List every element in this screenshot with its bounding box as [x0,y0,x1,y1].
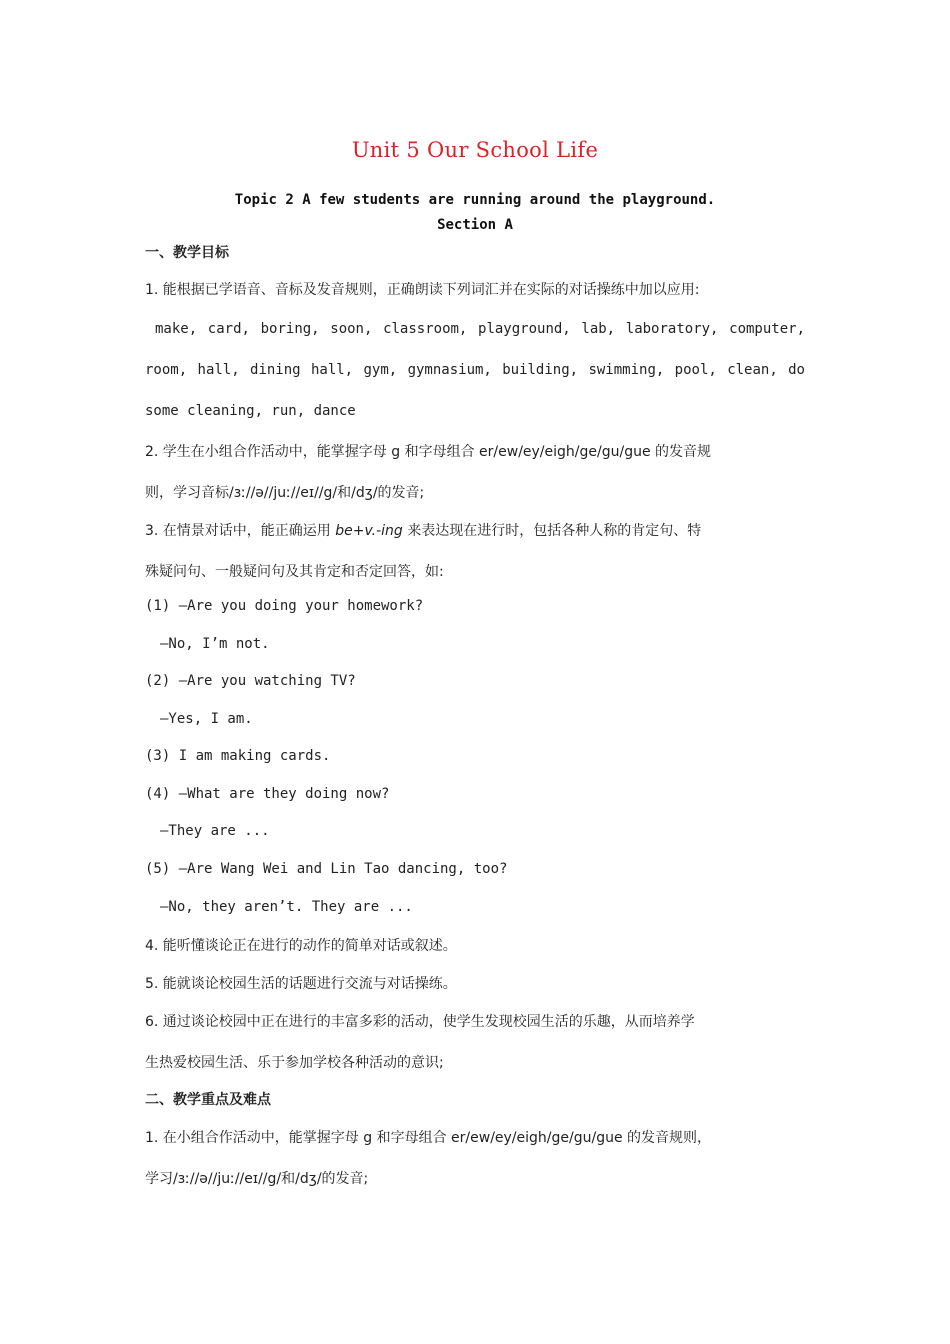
section-subtitle: Section A [437,217,513,233]
vocab-line-2: room, hall, dining hall, gym, gymnasium, building, swimming, pool, clean, do [145,362,805,378]
heading-key-points: 二、教学重点及难点 [145,1092,271,1108]
objective-6-line-1: 6. 通过谈论校园中正在进行的丰富多彩的活动，使学生发现校园生活的乐趣，从而培养学 [145,1014,695,1030]
objective-3-line-1: 3. 在情景对话中，能正确运用 be+v.-ing 来表达现在进行时，包括各种人称的肯定句、特 [145,523,702,539]
example-5-question: (5) —Are Wang Wei and Lin Tao dancing, too? [145,861,508,877]
example-2-question: (2) —Are you watching TV? [145,673,356,689]
vocab-line-1: make, card, boring, soon, classroom, playground, lab, laboratory, computer, [155,321,805,337]
document-title: Unit 5 Our School Life [351,138,599,162]
example-3: (3) I am making cards. [145,748,331,764]
example-1-answer: —No, I’m not. [160,636,270,652]
objective-3-line-2: 殊疑问句、一般疑问句及其肯定和否定回答，如: [145,564,444,580]
objective-6-line-2: 生热爱校园生活、乐于参加学校各种活动的意识; [145,1055,444,1071]
example-1-question: (1) —Are you doing your homework? [145,598,424,614]
topic-subtitle: Topic 2 A few students are running around the playground. [234,192,716,208]
objective-2-line-1: 2. 学生在小组合作活动中，能掌握字母 g 和字母组合 er/ew/ey/eigh/ge/gu/gue 的发音规 [145,444,712,460]
example-4-answer: —They are ... [160,823,270,839]
heading-teaching-objectives: 一、教学目标 [145,245,229,261]
key-point-1-line-2: 学习/ɜː//ə//juː//eɪ//g/和/dʒ/的发音; [145,1171,369,1187]
objective-1: 1. 能根据已学语音、音标及发音规则，正确朗读下列词汇并在实际的对话操练中加以应用: [145,282,700,298]
key-point-1-line-1: 1. 在小组合作活动中，能掌握字母 g 和字母组合 er/ew/ey/eigh/ge/gu/gue 的发音规则， [145,1130,712,1146]
objective-2-line-2: 则，学习音标/ɜː//ə//juː//eɪ//g/和/dʒ/的发音; [145,485,425,501]
example-5-answer: —No, they aren’t. They are ... [160,899,413,915]
example-4-question: (4) —What are they doing now? [145,786,390,802]
vocab-line-3: some cleaning, run, dance [145,403,356,419]
example-2-answer: —Yes, I am. [160,711,253,727]
objective-5: 5. 能就谈论校园生活的话题进行交流与对话操练。 [145,976,457,992]
objective-4: 4. 能听懂谈论正在进行的动作的简单对话或叙述。 [145,938,457,954]
